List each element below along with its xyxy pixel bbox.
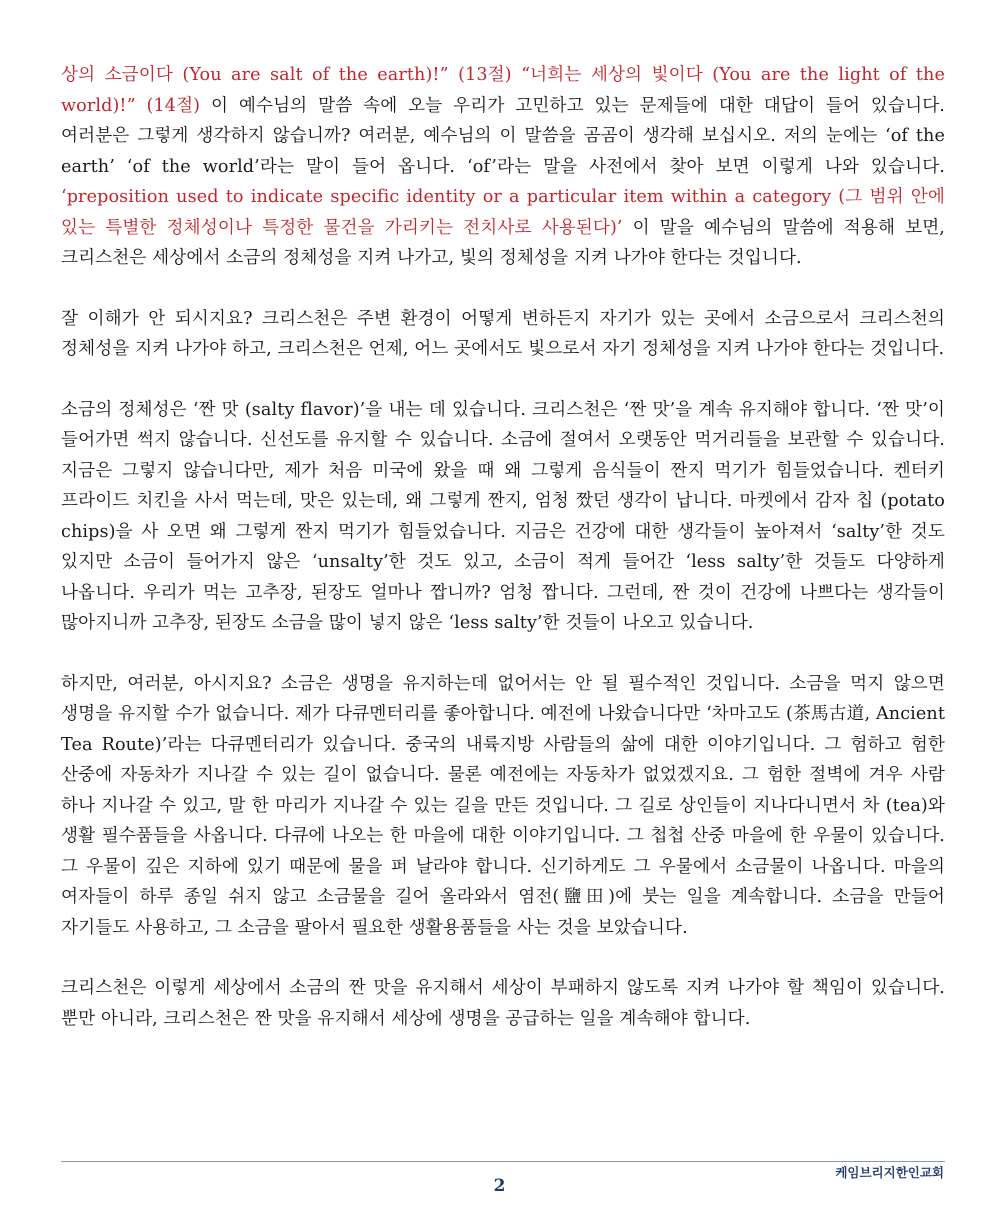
paragraph-1-span-4: 이 말을 예수님의 말씀에 적용해 보면, 크리스천은 세상에서 소금의 정체성을 지켜 나가고, 빛의 정체성을 지켜 나가야 한다는 것입니다. [61,217,945,268]
paragraph-5-span-1: 크리스천은 이렇게 세상에서 소금의 짠 맛을 유지해서 세상이 부패하지 않도록 지켜 나가야 할 책임이 있습니다. 뿐만 아니라, 크리스천은 짠 맛을 유지해서 세상에 생명을 공급하는 일을 계속해야 합니다. [61,978,945,1029]
paragraph-5 [61,973,945,1034]
page-number: 2 [493,1176,506,1196]
paragraph-3 [61,395,945,639]
paragraph-4-span-1: 하지만, 여러분, 아시지요? 소금은 생명을 유지하는데 없어서는 안 될 필수적인 것입니다. 소금을 먹지 않으면 생명을 유지할 수가 없습니다. 제가 다큐멘터리를 좋아합니다. 예전에 나왔습니다만 ‘차마고도 (茶馬古道, Ancient Tea Route)’라는 다큐멘터리가 있습니다. 중국의 내륙지방 사람들의 삶에 대한 이야기입니다. 그 험하고 험한 산중에 자동차가 지나갈 수 있는 길이 없습니다. 물론 예전에는 자동차가 없었겠지요. 그 험한 절벽에 겨우 사람 하나 지나갈 수 있고, 말 한 마리가 지나갈 수 있는 길을 만든 것입니다. 그 길로 상인들이 지나다니면서 차 (tea)와 생활 필수품들을 사옵니다. 다큐에 나오는 한 마을에 대한 이야기입니다. 그 첩첩 산중 마을에 한 우물이 있습니다. 그 우물이 깊은 지하에 있기 때문에 물을 퍼 날라야 합니다. 신기하게도 그 우물에서 소금물이 나옵니다. 마을의 여자들이 하루 종일 쉬지 않고 소금물을 길어 올라와서 염전(鹽田)에 붓는 일을 계속합니다. 소금을 만들어 자기들도 사용하고, 그 소금을 팔아서 필요한 생활용품들을 사는 것을 보았습니다. [61,673,945,938]
sermon-body [61,60,945,1064]
paragraph-2-span-1: 잘 이해가 안 되시지요? 크리스천은 주변 환경이 어떻게 변하든지 자기가 있는 곳에서 소금으로서 크리스천의 정체성을 지켜 나가야 하고, 크리스천은 언제, 어느 곳에서도 빛으로서 자기 정체성을 지켜 나가야 한다는 것입니다. [61,308,945,359]
paragraph-1-span-1: 상의 소금이다 (You are salt of the earth)!” (13절) “너희는 세상의 빛이다 (You are the light of the world)!” (14절) [61,65,945,116]
paragraph-4 [61,669,945,944]
paragraph-3-span-1: 소금의 정체성은 ‘짠 맛 (salty flavor)’을 내는 데 있습니다. 크리스천은 ‘짠 맛’을 계속 유지해야 합니다. ‘짠 맛’이 들어가면 썩지 않습니다. 신선도를 유지할 수 있습니다. 소금에 절여서 오랫동안 먹거리들을 보관할 수 있습니다. 지금은 그렇지 않습니다만, 제가 처음 미국에 왔을 때 왜 그렇게 음식들이 짠지 먹기가 힘들었습니다. 켄터키 프라이드 치킨을 사서 먹는데, 맛은 있는데, 왜 그렇게 짠지, 엄청 짰던 생각이 납니다. 마켓에서 감자 칩 (potato chips)을 사 오면 왜 그렇게 짠지 먹기가 힘들었습니다. 지금은 건강에 대한 생각들이 높아져서 ‘salty’한 것도 있지만 소금이 들어가지 않은 ‘unsalty’한 것도 있고, 소금이 적게 들어간 ‘less salty’한 것들도 다양하게 나옵니다. 우리가 먹는 고추장, 된장도 얼마나 짭니까? 엄청 짭니다. 그런데, 짠 것이 건강에 나쁘다는 생각들이 많아지니까 고추장, 된장도 소금을 많이 넣지 않은 ‘less salty’한 것들이 나오고 있습니다. [61,399,945,633]
paragraph-1-span-2: 이 예수님의 말씀 속에 오늘 우리가 고민하고 있는 문제들에 대한 대답이 들어 있습니다. 여러분은 그렇게 생각하지 않습니까? 여러분, 예수님의 이 말씀을 곰곰이 생각해 보십시오. 저의 눈에는 ‘of the earth’ ‘of the world’라는 말이 들어 옵니다. ‘of’라는 말을 사전에서 찾아 보면 이렇게 나와 있습니다. [61,95,945,177]
church-name: 케임브리지한인교회 [835,1165,944,1180]
paragraph-1-span-3: ‘preposition used to indicate specific identity or a particular item within a category (그 범위 안에 있는 특별한 정체성이나 특정한 물건을 가리키는 전치사로 사용된다)’ [61,187,945,238]
paragraph-2 [61,304,945,365]
paragraph-1 [61,60,945,274]
footer-divider [61,1161,945,1162]
